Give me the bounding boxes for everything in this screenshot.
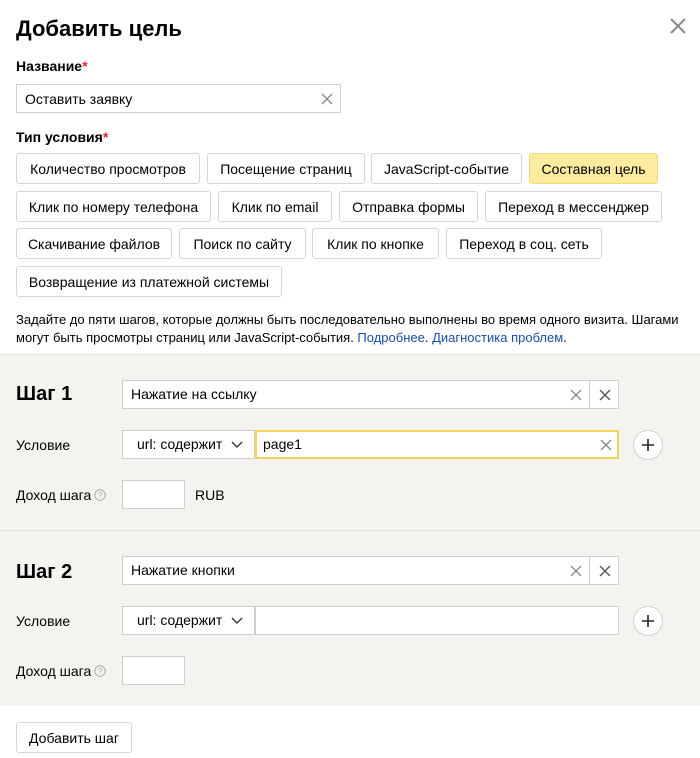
step-1-condition-select[interactable] (122, 430, 255, 459)
step-2-condition-label: Условие (16, 613, 71, 629)
chevron-down-icon (231, 615, 243, 627)
required-mark: * (102, 129, 109, 145)
step-1-name-value: Нажатие на ссылку (131, 386, 257, 402)
step-2-title: Шаг 2 (16, 561, 73, 583)
plus-icon (641, 614, 655, 628)
step-1-income-label-text: Доход шага (16, 487, 92, 503)
step-2-condition-select-value: url: содержит (137, 612, 223, 628)
step-1-section (0, 354, 700, 530)
link-more[interactable]: Подробнее (357, 330, 425, 345)
field-separator (589, 381, 590, 408)
name-label-text: Название (16, 58, 83, 74)
goal-name-field[interactable] (16, 84, 341, 113)
add-step-button[interactable]: Добавить шаг (16, 722, 132, 753)
step-1-currency: RUB (195, 487, 225, 503)
chip-js-event[interactable]: JavaScript-событие (371, 153, 522, 184)
step-1-name-field[interactable] (122, 380, 619, 409)
clear-icon[interactable] (569, 564, 583, 578)
close-icon[interactable] (666, 14, 690, 38)
chip-social-network[interactable]: Переход в соц. сеть (446, 228, 602, 259)
chip-site-search[interactable]: Поиск по сайту (179, 228, 306, 259)
step-2-income-label (16, 663, 106, 679)
plus-icon (641, 438, 655, 452)
step-1-income-label (16, 487, 106, 503)
step-2-income-input[interactable] (122, 656, 185, 685)
step-1-income-input[interactable] (122, 480, 185, 509)
step-1-condition-select-value: url: содержит (137, 436, 223, 452)
clear-icon[interactable] (569, 388, 583, 402)
svg-text:?: ? (98, 667, 103, 676)
remove-step-icon[interactable] (598, 388, 612, 402)
clear-icon[interactable] (320, 92, 334, 106)
chip-messenger[interactable]: Переход в мессенджер (485, 191, 662, 222)
description-text: Задайте до пяти шагов, которые должны быть последовательно выполнены во время одного визита. Шагами могут быть просмотры страниц или JavaScript-события. (16, 312, 679, 345)
chip-email-click[interactable]: Клик по email (218, 191, 332, 222)
help-icon[interactable] (94, 665, 106, 677)
remove-step-icon[interactable] (598, 564, 612, 578)
chip-page-visits[interactable]: Посещение страниц (207, 153, 365, 184)
chip-payment-return[interactable]: Возвращение из платежной системы (16, 266, 282, 297)
add-condition-button[interactable] (633, 606, 663, 636)
chip-composite-goal[interactable]: Составная цель (529, 153, 658, 184)
name-label (16, 58, 88, 74)
clear-icon[interactable] (599, 438, 613, 452)
add-condition-button[interactable] (633, 430, 663, 460)
chip-file-download[interactable]: Скачивание файлов (16, 228, 172, 259)
step-2-condition-select[interactable] (122, 606, 255, 635)
description (16, 311, 686, 347)
step-2-condition-input[interactable] (255, 606, 619, 635)
step-2-income-label-text: Доход шага (16, 663, 92, 679)
description-dot: . (424, 330, 429, 345)
svg-text:?: ? (98, 491, 103, 500)
link-diagnostics[interactable]: Диагностика проблем (432, 330, 564, 345)
chip-page-views[interactable]: Количество просмотров (16, 153, 200, 184)
field-separator (589, 557, 590, 584)
chip-button-click[interactable]: Клик по кнопке (312, 228, 439, 259)
dialog-title: Добавить цель (16, 16, 182, 41)
step-1-condition-value: page1 (263, 436, 302, 452)
chevron-down-icon (231, 439, 243, 451)
chip-form-submit[interactable]: Отправка формы (339, 191, 478, 222)
chip-phone-click[interactable]: Клик по номеру телефона (16, 191, 211, 222)
step-2-name-field[interactable] (122, 556, 619, 585)
step-1-condition-label: Условие (16, 437, 71, 453)
step-1-title: Шаг 1 (16, 383, 73, 405)
step-1-condition-input[interactable] (255, 430, 619, 459)
condition-type-label (16, 129, 108, 145)
condition-type-label-text: Тип условия (16, 129, 103, 145)
step-2-name-value: Нажатие кнопки (131, 562, 235, 578)
goal-name-input[interactable] (25, 90, 305, 108)
description-dot: . (563, 330, 567, 345)
step-2-section (0, 530, 700, 706)
required-mark: * (82, 58, 88, 74)
help-icon[interactable] (94, 489, 106, 501)
